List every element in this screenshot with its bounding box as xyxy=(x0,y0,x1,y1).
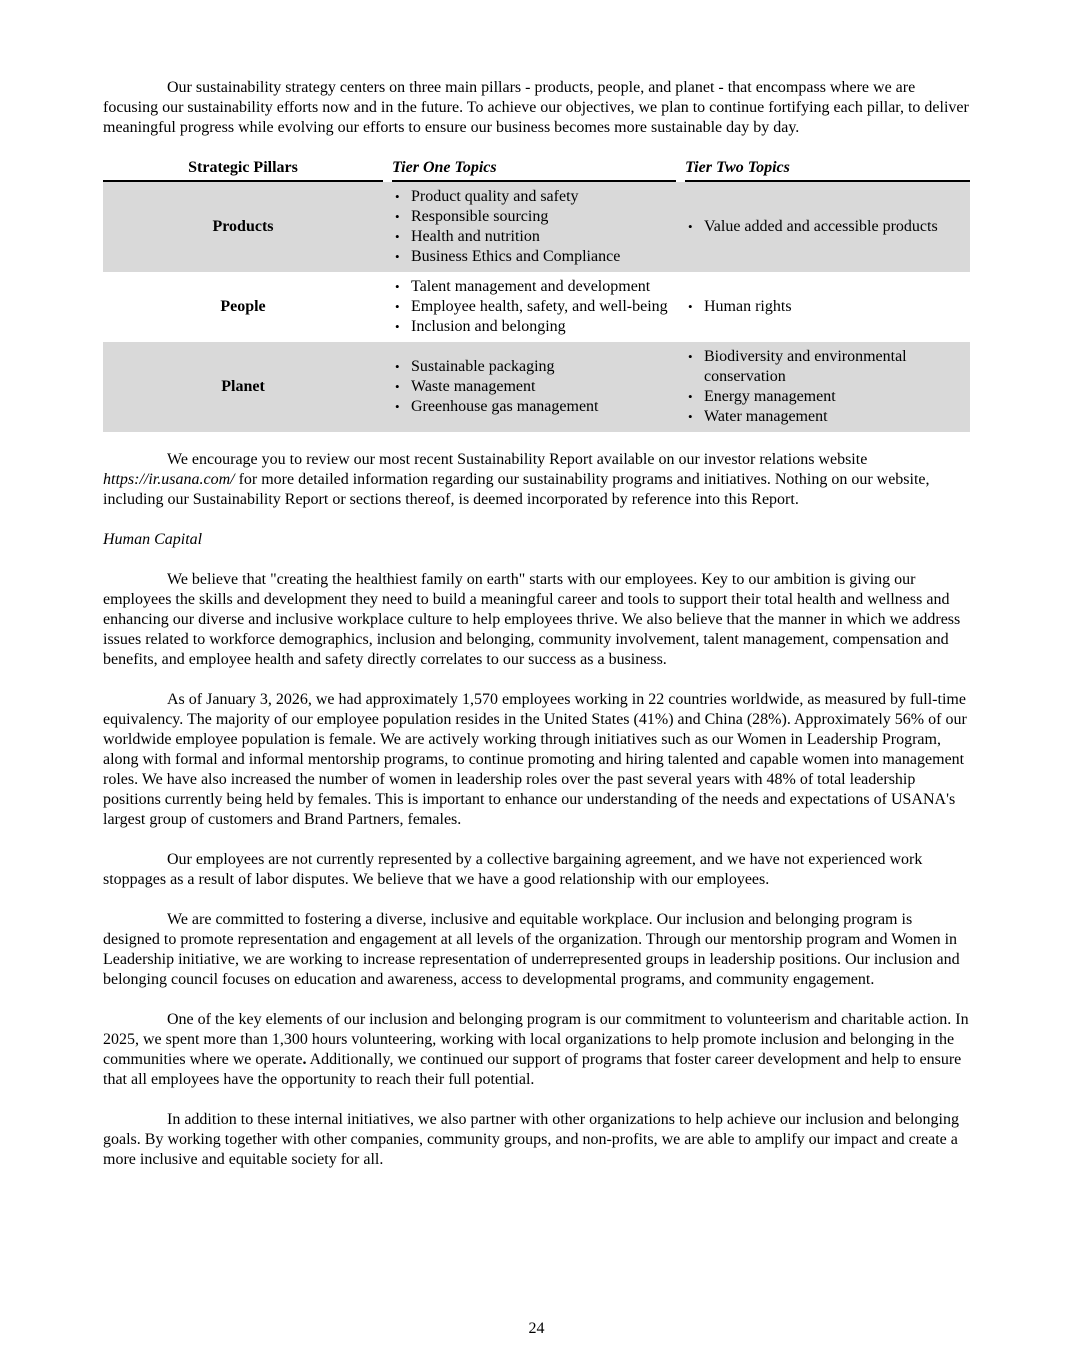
bullet-text: Business Ethics and Compliance xyxy=(411,248,621,265)
bullet-item xyxy=(392,207,676,227)
bullet-text: Energy management xyxy=(704,388,836,405)
bullet-icon: • xyxy=(395,319,400,334)
bullet-icon: • xyxy=(395,229,400,244)
bullet-icon: • xyxy=(395,279,400,294)
bullet-item xyxy=(392,397,676,417)
tier-one-cell xyxy=(392,187,676,267)
bullet-icon: • xyxy=(395,249,400,264)
pillars-table-row xyxy=(103,182,970,272)
bullet-item xyxy=(685,217,970,237)
investor-relations-url: https://ir.usana.com/ xyxy=(103,471,235,488)
inclusion-paragraph: We are committed to fostering a diverse, inclusive and equitable workplace. Our inclusion and belonging program is designed to promote representation and engagement at all levels of the organization. Through our mentorship program and Women in Leadership initiative, we are working to increase representation of underrepresented groups in leadership positions. Our inclusion and belonging council focuses on education and awareness, access to developmental programs, and community engagement. xyxy=(103,911,960,988)
bullet-text: Value added and accessible products xyxy=(704,218,938,235)
pillar-name: People xyxy=(220,298,266,315)
bullet-icon: • xyxy=(395,399,400,414)
volunteer-text-pre: One of the key elements of our inclusion and belonging program is our commitment to volunteerism and charitable action. In 2025, we spent more than 1,300 hours volunteering, working with local organizations to help promote inclusion and belonging in the communities where we operate xyxy=(103,1011,969,1068)
page-number: 24 xyxy=(528,1320,545,1337)
bullet-item xyxy=(392,277,676,297)
volunteerism-paragraph xyxy=(103,1010,970,1090)
report-text-post: for more detailed information regarding our sustainability programs and initiatives. Nothing on our website, including our Sustainability Report or sections thereof, is deemed incorporated by reference into this Report. xyxy=(103,471,930,508)
bullet-text: Talent management and development xyxy=(411,278,651,295)
bullet-item xyxy=(392,317,676,337)
bullet-icon: • xyxy=(395,379,400,394)
tier-two-cell xyxy=(685,347,970,427)
pillar-name: Products xyxy=(212,218,274,235)
tier-two-cell xyxy=(685,217,970,237)
tier-one-cell xyxy=(392,277,676,337)
bullet-icon: • xyxy=(688,219,693,234)
employee-belief-paragraph: We believe that "creating the healthiest family on earth" starts with our employees. Key to our ambition is giving our employees the skills and development they need to build a meaningful career and tools to support their total health and wellness and enhancing our diverse and inclusive workplace culture to help employees thrive. We also believe that the manner in which we address issues related to workforce demographics, inclusion and belonging, community involvement, talent management, compensation and benefits, and employee health and safety directly correlates to our success as a business. xyxy=(103,571,961,668)
header-tier-two-topics: Tier Two Topics xyxy=(685,158,970,182)
bullet-item xyxy=(392,297,676,317)
bargaining-paragraph: Our employees are not currently represented by a collective bargaining agreement, and we have not experienced work stoppages as a result of labor disputes. We believe that we have a good relationship with our employees. xyxy=(103,851,923,888)
pillars-table-row xyxy=(103,342,970,432)
tier-one-cell xyxy=(392,357,676,417)
bullet-icon: • xyxy=(688,299,693,314)
bullet-text: Waste management xyxy=(411,378,536,395)
bullet-text: Biodiversity and environmental conservation xyxy=(704,348,907,385)
bullet-text: Employee health, safety, and well-being xyxy=(411,298,668,315)
bullet-text: Human rights xyxy=(704,298,792,315)
human-capital-heading: Human Capital xyxy=(103,531,203,548)
bullet-item xyxy=(392,377,676,397)
bullet-text: Sustainable packaging xyxy=(411,358,555,375)
report-text-pre: We encourage you to review our most recent Sustainability Report available on our investor relations website xyxy=(167,451,868,468)
bullet-text: Water management xyxy=(704,408,828,425)
headcount-paragraph: As of January 3, 2026, we had approximately 1,570 employees working in 22 countries worldwide, as measured by full-time equivalency. The majority of our employee population resides in the United States (41%) and China (28%). Approximately 56% of our worldwide employee population is female. We are actively working through initiatives such as our Women in Leadership Program, along with formal and informal mentorship programs, to continue promoting and hiring talented and capable women into management roles. We have also increased the number of women in leadership roles over the past several years with 48% of total leadership positions currently being held by females. This is important to enhance our understanding of the needs and expectations of USANA's largest group of customers and Brand Partners, females. xyxy=(103,691,967,828)
volunteer-text-post: Additionally, we continued our support of programs that foster career development and help to ensure that all employees have the opportunity to reach their full potential. xyxy=(103,1051,962,1088)
tier-two-cell xyxy=(685,297,970,317)
bullet-icon: • xyxy=(395,299,400,314)
bullet-icon: • xyxy=(395,359,400,374)
bullet-item xyxy=(392,357,676,377)
bullet-icon: • xyxy=(688,349,693,364)
header-strategic-pillars: Strategic Pillars xyxy=(103,158,383,182)
bullet-item xyxy=(392,227,676,247)
bullet-item xyxy=(685,387,970,407)
bullet-text: Product quality and safety xyxy=(411,188,579,205)
bullet-text: Health and nutrition xyxy=(411,228,540,245)
bullet-text: Greenhouse gas management xyxy=(411,398,599,415)
bullet-item xyxy=(685,347,970,387)
bullet-text: Responsible sourcing xyxy=(411,208,549,225)
bullet-text: Inclusion and belonging xyxy=(411,318,566,335)
pillars-table-body xyxy=(103,182,970,432)
bullet-icon: • xyxy=(688,389,693,404)
sustainability-report-paragraph xyxy=(103,450,970,510)
pillars-table-row xyxy=(103,272,970,342)
strategic-pillars-table xyxy=(103,158,970,432)
bullet-item xyxy=(392,187,676,207)
bullet-icon: • xyxy=(395,209,400,224)
partnership-paragraph: In addition to these internal initiatives, we also partner with other organizations to help achieve our inclusion and belonging goals. By working together with other companies, community groups, and non-profits, we are able to amplify our impact and create a more inclusive and equitable society for all. xyxy=(103,1111,959,1168)
bullet-item xyxy=(685,297,970,317)
intro-paragraph: Our sustainability strategy centers on three main pillars - products, people, and planet - that encompass where we are focusing our sustainability efforts now and in the future. To achieve our objectives, we plan to continue fortifying each pillar, to deliver meaningful progress while evolving our efforts to ensure our business becomes more sustainable day by day. xyxy=(103,79,969,136)
volunteer-bold-period: . xyxy=(302,1051,307,1068)
bullet-icon: • xyxy=(395,189,400,204)
bullet-item xyxy=(685,407,970,427)
pillar-name: Planet xyxy=(221,378,265,395)
bullet-item xyxy=(392,247,676,267)
bullet-icon: • xyxy=(688,409,693,424)
header-tier-one-topics: Tier One Topics xyxy=(392,158,676,182)
pillars-table-header xyxy=(103,158,970,182)
